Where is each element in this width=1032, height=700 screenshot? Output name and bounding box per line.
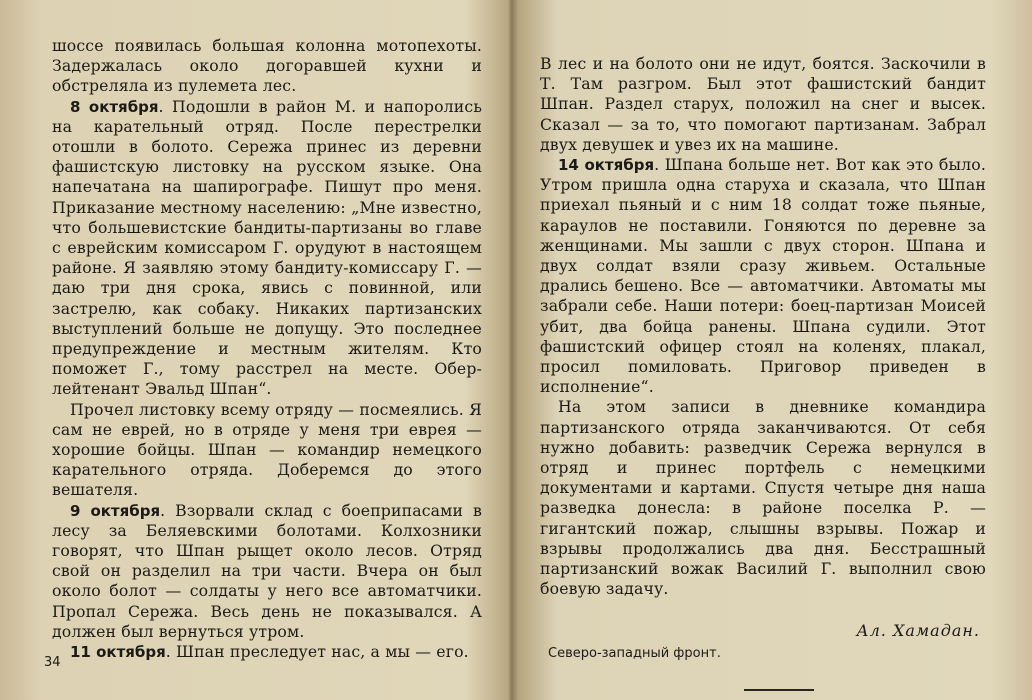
paragraph [52, 400, 482, 501]
page-number: 34 [44, 655, 61, 670]
diary-entry [52, 501, 482, 642]
paragraph-text: шоссе появилась большая колонна мотопехоты. Задержалась около догоравшей кухни и обстреляла из пулемета лес. [52, 36, 482, 96]
author-signature: Ал. Хамадан. [856, 621, 980, 641]
paragraph [52, 36, 482, 97]
entry-date: 9 октября [70, 501, 161, 520]
paragraph [540, 54, 986, 155]
entry-date: 14 октября [558, 156, 655, 175]
paragraph [540, 397, 986, 599]
right-page [514, 0, 1032, 700]
left-page [0, 0, 512, 700]
paragraph-text: На этом записи в дневнике командира партизанского отряда заканчиваются. От себя нужно добавить: разведчик Сережа вернулся в отряд и принес портфель с немецкими документами и картами. Спустя четыре дня наша разведка донесла: в районе поселка Р. — гигантский пожар, слышны взрывы. Пожар и взрывы продолжались два дня. Бесстрашный партизанский вожак Василий Г. выполнил свою боевую задачу. [540, 397, 986, 599]
front-label: Северо-западный фронт. [548, 646, 721, 662]
diary-entry [540, 155, 986, 397]
paragraph-text: . Шпан преследует нас, а мы — его. [165, 642, 469, 662]
diary-entry [52, 642, 482, 662]
paragraph-text: В лес и на болото они не идут, боятся. Заскочили в Т. Там разгром. Был этот фашистский бандит Шпан. Раздел старух, положил на снег и высек. Сказал — за то, что помогают партизанам. Забрал двух девушек и увез их на машине. [540, 54, 986, 154]
entry-date: 11 октября [70, 643, 166, 662]
diary-entry [52, 97, 482, 400]
paragraph-text: Прочел листовку всему отряду — посмеялись. Я сам не еврей, но в отряде у меня три еврея — хорошие бойцы. Шпан — командир немецкого карательного отряда. Доберемся до этого вешателя. [52, 399, 482, 500]
paragraph-text: . Подошли в район М. и напоролись на карательный отряд. После перестрелки отошли в болото. Сережа принес из деревни фашистскую листовку на русском языке. Она напечатана на шапирографе. Пишут про меня. Приказание местному населению: „Мне известно, что большевистские бандиты-партизаны во главе с еврейским комиссаром Г. орудуют в настоящем районе. Я заявляю этому бандиту-комиссару Г. — даю три дня срока, явись с повинной, или застрелю, как собаку. Никаких партизанских выступлений больше не допущу. Это последнее предупреждение и местным жителям. Кто поможет Г., тому расстрел на месте. Обер-лейтенант Эвальд Шпан“. [52, 96, 483, 399]
paragraph-text: . Шпана больше нет. Вот как это было. Утром пришла одна старуха и сказала, что Шпан приехал пьяный и с ним 18 солдат тоже пьяные, караулов не поставили. Гоняются по деревне за женщинами. Мы зашли с двух сторон. Шпана и двух солдат взяли сразу живьем. Остальные дрались бешено. Все — автоматчики. Автоматы мы забрали себе. Наши потери: боец-партизан Моисей убит, два бойца ранены. Шпана судили. Этот фашистский офицер стоял на коленях, плакал, просил помиловать. Приговор приведен в исполнение“. [540, 155, 987, 397]
end-rule [744, 689, 814, 691]
entry-date: 8 октября [70, 97, 159, 116]
paragraph-text: . Взорвали склад с боеприпасами в лесу за Беляевскими болотами. Колхозники говорят, что Шпан рыщет около лесов. Отряд свой он разделил на три части. Вчера он был около болот — солдаты у него все автоматчики. Пропал Сережа. Весь день не показывался. А должен был вернуться утром. [52, 500, 483, 641]
